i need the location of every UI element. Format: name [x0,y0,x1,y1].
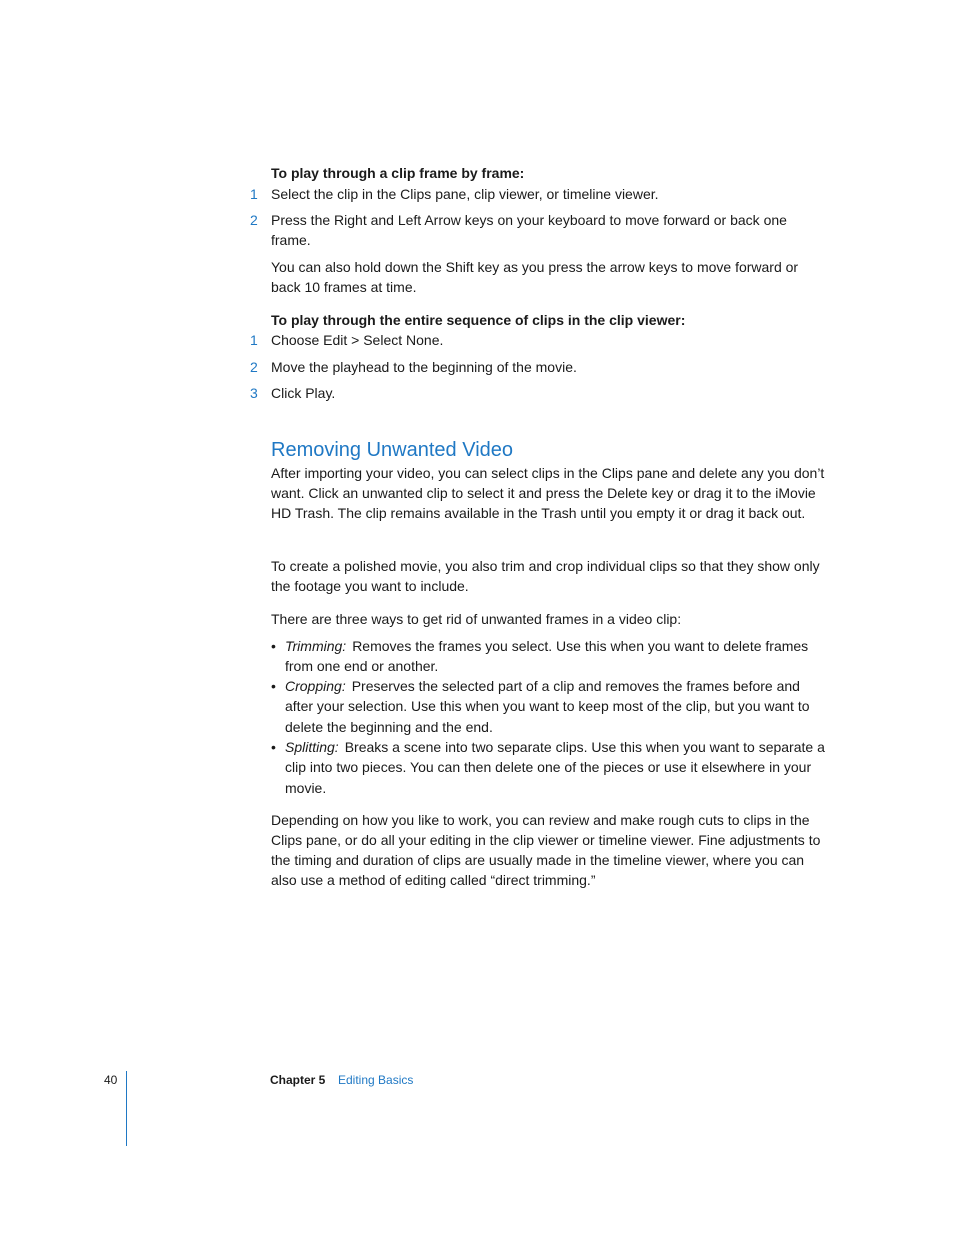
body-paragraph: To create a polished movie, you also trim and crop individual clips so that they show only the footage you want to include. [271,558,820,594]
step-number: 2 [250,359,258,375]
step-number: 1 [250,186,258,202]
step-number: 1 [250,332,258,348]
step-text: Move the playhead to the beginning of the movie. [271,359,577,375]
bullet-description: Breaks a scene into two separate clips. Use this when you want to separate a clip into two pieces. You can then delete one of the pieces or use it elsewhere in your movie. [285,739,825,796]
bullet-term: Trimming: [285,638,347,654]
step-text: Press the Right and Left Arrow keys on your keyboard to move forward or back one frame. [271,212,787,248]
procedure-heading-entire-sequence: To play through the entire sequence of clips in the clip viewer: [271,312,686,328]
bullet-term: Cropping: [285,678,346,694]
bullet-icon: • [271,739,276,755]
note-paragraph: You can also hold down the Shift key as you press the arrow keys to move forward or back 10 frames at time. [271,259,799,295]
bullet-item [285,676,827,737]
step-text: Choose Edit > Select None. [271,332,444,348]
footer-rule [126,1071,127,1146]
bullet-item [285,636,827,677]
step-text: Select the clip in the Clips pane, clip viewer, or timeline viewer. [271,186,659,202]
footer-chapter-label: Chapter 5 [270,1073,326,1087]
procedure-heading-frame-by-frame: To play through a clip frame by frame: [271,165,525,181]
bullet-icon: • [271,638,276,654]
bullet-description: Removes the frames you select. Use this when you want to delete frames from one end or another. [285,638,809,675]
bullet-item [285,737,827,798]
footer-chapter-title: Editing Basics [338,1073,414,1087]
page-number: 40 [104,1073,118,1087]
bullet-icon: • [271,678,276,694]
section-title: Removing Unwanted Video [271,439,514,461]
bullet-description: Preserves the selected part of a clip and removes the frames before and after your selection. Use this when you want to keep most of the clip, but you want to delete the beginning and the end. [285,678,810,735]
step-number: 2 [250,212,258,228]
body-paragraph: Depending on how you like to work, you can review and make rough cuts to clips in the Clips pane, or do all your editing in the clip viewer or timeline viewer. Fine adjustments to the timing and duration of clips are usually made in the timeline viewer, where you can also use a method of editing called “direct trimming.” [271,812,821,888]
bullet-term: Splitting: [285,739,339,755]
step-text: Click Play. [271,385,336,401]
step-number: 3 [250,385,258,401]
body-paragraph: After importing your video, you can select clips in the Clips pane and delete any you don’t want. Click an unwanted clip to select it and press the Delete key or drag it to the iMovie HD Trash. The clip remains available in the Trash until you empty it or drag it back out. [271,465,825,521]
body-paragraph: There are three ways to get rid of unwanted frames in a video clip: [271,611,682,627]
